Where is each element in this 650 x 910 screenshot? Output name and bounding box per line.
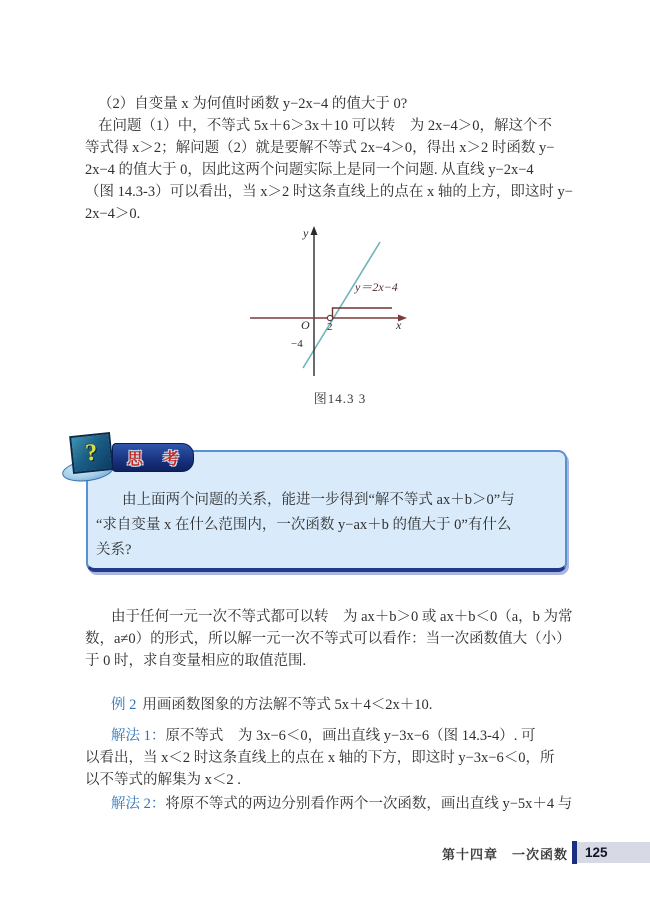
discussion-line: 数，a≠0）的形式，所以解一元一次不等式可以看作：当一次函数值大（小） [85, 631, 571, 647]
y-axis-label: y [303, 226, 309, 240]
intro-line: （图 14.3-3）可以看出，当 x＞2 时这条直线上的点在 x 轴的上方，即这时 y− [85, 184, 573, 200]
solution1-label: 解法 1： [111, 728, 166, 744]
example-2 [85, 694, 577, 716]
footer-page-strip [577, 842, 650, 863]
intro-line: 2x−4 的值大于 0，因此这两个问题实际上是同一个问题. 从直线 y−2x−4 [85, 162, 534, 178]
solution-1 [85, 725, 577, 791]
figure-caption: 图14.3 3 [313, 391, 367, 406]
intro-question-line: （2）自变量 x 为何值时函数 y−2x−4 的值大于 0? [98, 96, 408, 112]
solution2-text: 将原不等式的两边分别看作两个一次函数，画出直线 y−5x＋4 与 [165, 796, 573, 812]
question-mark-glyph: ? [84, 438, 99, 467]
solution-highlight-segment [333, 308, 393, 317]
y-intercept-label: −4 [291, 338, 303, 350]
question-mark-icon [62, 434, 116, 482]
think-box-text [96, 488, 558, 563]
question-board [69, 432, 114, 474]
line-equation-label: y＝2x−4 [355, 280, 398, 294]
page-number: 125 [585, 845, 608, 860]
example-text: 用画函数图象的方法解不等式 5x＋4＜2x＋10. [142, 697, 433, 713]
figure-graph [235, 225, 415, 395]
solution1-line: 以不等式的解集为 x＜2 . [85, 772, 241, 788]
solution2-label: 解法 2： [111, 796, 166, 812]
footer-chapter-title: 第十四章 一次函数 [441, 847, 568, 862]
solution1-line: 以看出，当 x＜2 时这条直线上的点在 x 轴的下方，即这时 y−3x−6＜0，所 [85, 750, 555, 766]
discussion-line: 于 0 时，求自变量相应的取值范围. [85, 653, 307, 669]
intro-line: 等式得 x＞2；解问题（2）就是要解不等式 2x−4＞0，得出 x＞2 时函数 y− [85, 140, 555, 156]
solution-2 [85, 793, 577, 815]
think-badge: 思 考 [112, 443, 194, 472]
intro-line: 2x−4＞0. [85, 206, 141, 222]
x-intercept-point [327, 315, 332, 320]
discussion-line: 由于任何一元一次不等式都可以转 为 ax＋b＞0 或 ax＋b＜0（a，b 为常 [111, 609, 573, 625]
intro-paragraph [85, 93, 577, 225]
think-line: “求自变量 x 在什么范围内，一次函数 y−ax＋b 的值大于 0”有什么 [96, 517, 512, 533]
think-line: 由上面两个问题的关系，能进一步得到“解不等式 ax＋b＞0”与 [122, 492, 515, 508]
x-axis-label: x [396, 318, 402, 332]
x-intercept-label: 2 [327, 321, 333, 333]
discussion-paragraph [85, 606, 577, 672]
origin-label: O [301, 318, 310, 332]
example-label: 例 2 [111, 697, 137, 713]
intro-line: 在问题（1）中，不等式 5x＋6＞3x＋10 可以转 为 2x−4＞0，解这个不 [98, 118, 553, 134]
y-axis-arrow [311, 226, 318, 235]
think-line: 关系? [96, 542, 132, 558]
solution1-line: 原不等式 为 3x−6＜0，画出直线 y−3x−6（图 14.3-4）. 可 [165, 728, 536, 744]
